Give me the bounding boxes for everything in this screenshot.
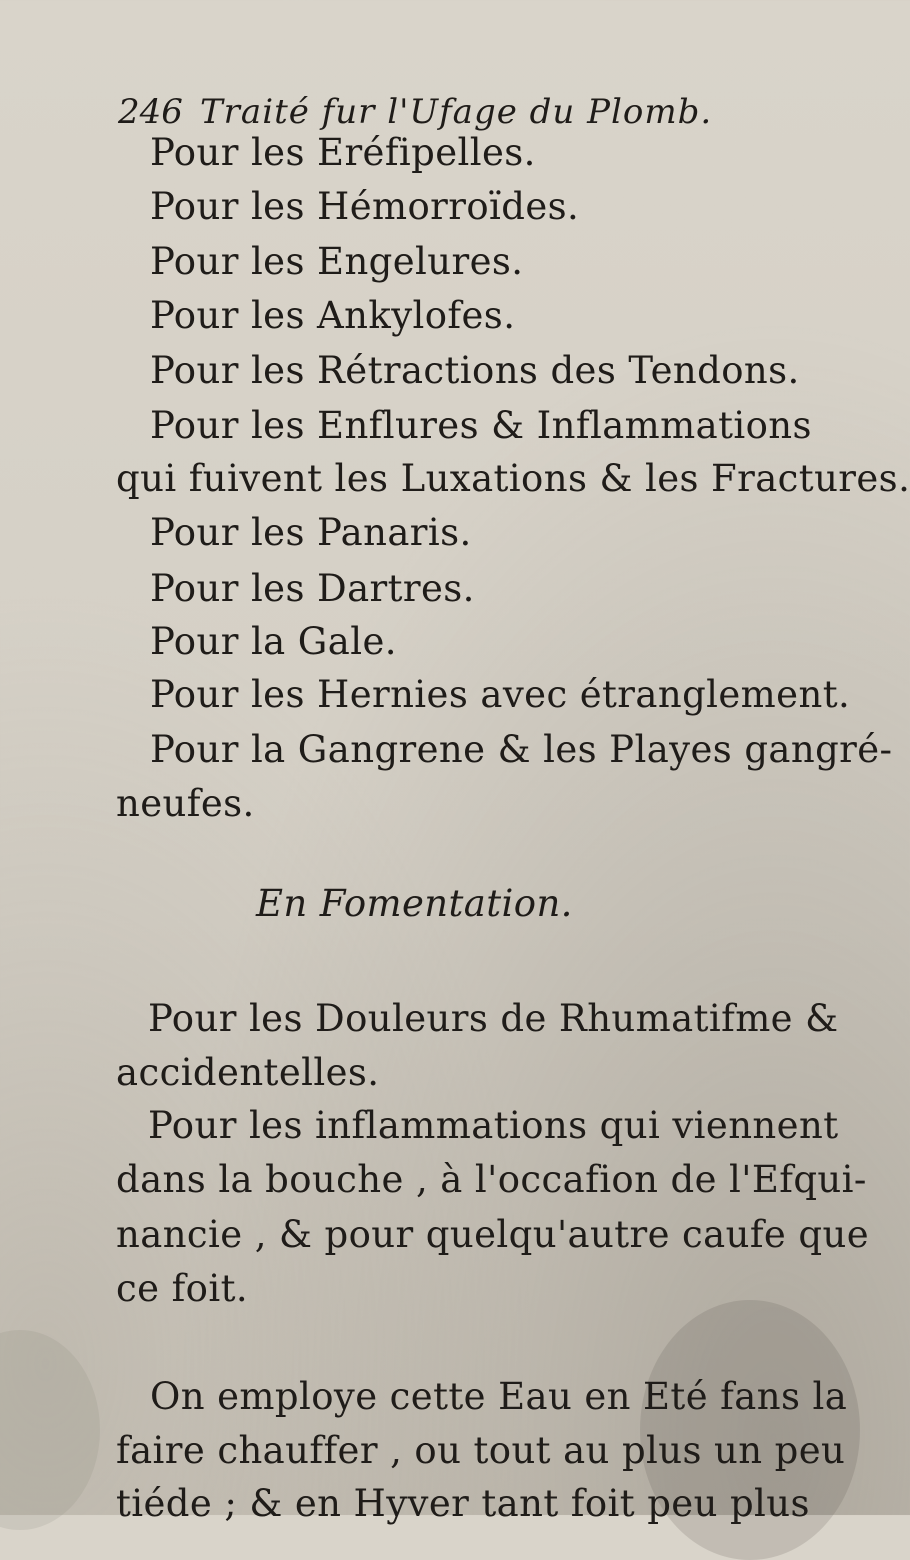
text-line: dans la bouche , à l'occafion de l'Efqui- <box>116 1158 867 1201</box>
text-line: ce foit. <box>116 1267 249 1310</box>
text-line: Pour les Hernies avec étranglement. <box>150 673 851 716</box>
text-line: Pour les Eréfipelles. <box>150 131 536 174</box>
section-heading: En Fomentation. <box>256 882 573 925</box>
text-line: faire chauffer , ou tout au plus un peu <box>116 1429 846 1472</box>
text-line: Pour la Gangrene & les Playes gangré- <box>150 728 893 771</box>
text-line: Pour les Rétractions des Tendons. <box>150 349 800 392</box>
text-line: neufes. <box>116 782 255 825</box>
text-line: Pour les Enflures & Inflammations <box>150 404 812 447</box>
running-header <box>118 92 712 132</box>
text-line: Pour les Douleurs de Rhumatifme & <box>148 997 839 1040</box>
text-line: Pour les inflammations qui viennent <box>148 1104 839 1147</box>
text-line: Pour les Panaris. <box>150 511 472 554</box>
text-line: Pour la Gale. <box>150 620 397 663</box>
text-line: tiéde ; & en Hyver tant foit peu plus <box>116 1482 810 1525</box>
paper-stain <box>0 1330 100 1530</box>
text-line: Pour les Ankylofes. <box>150 294 516 337</box>
text-line: On employe cette Eau en Eté fans la <box>150 1375 848 1418</box>
text-line: Pour les Engelures. <box>150 240 524 283</box>
text-line: Pour les Hémorroïdes. <box>150 185 580 228</box>
text-line: Pour les Dartres. <box>150 567 475 610</box>
text-line: qui fuivent les Luxations & les Fractures. <box>116 457 910 500</box>
running-title: Traité fur l'Ufage du Plomb. <box>200 92 713 132</box>
text-line: accidentelles. <box>116 1051 380 1094</box>
page-number: 246 <box>118 92 183 132</box>
text-line: nancie , & pour quelqu'autre caufe que <box>116 1213 869 1256</box>
